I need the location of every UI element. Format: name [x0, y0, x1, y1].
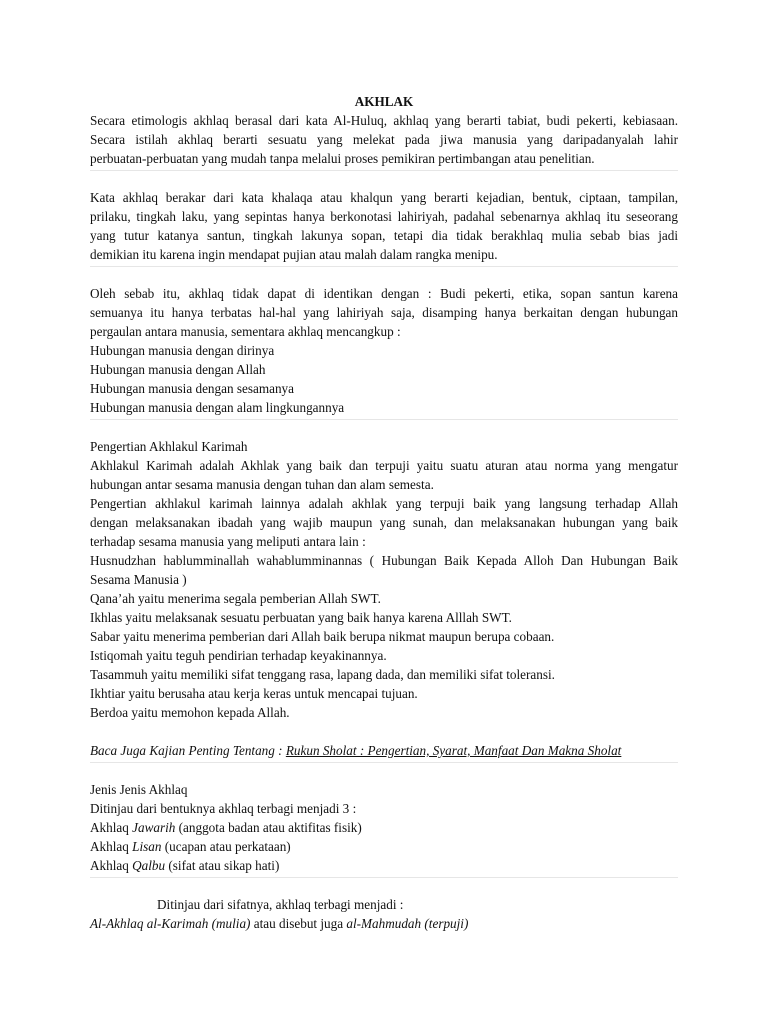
text-line: prilaku, tingkah laku, yang sepintas hanya berkonotasi lahiriyah, padahal sebenarnya akhlaq itu seseorang [90, 209, 678, 224]
list-item: Hubungan manusia dengan Allah [90, 362, 266, 377]
list-item: Qana’ah yaitu menerima segala pemberian Allah SWT. [90, 591, 381, 606]
list-item: Akhlaq Lisan (ucapan atau perkataan) [90, 839, 291, 854]
list-item: Hubungan manusia dengan alam lingkungannya [90, 400, 345, 415]
read-also-link[interactable]: Rukun Sholat : Pengertian, Syarat, Manfaat Dan Makna Sholat [285, 743, 622, 758]
list-item: Akhlaq Jawarih (anggota badan atau aktifitas fisik) [90, 820, 362, 835]
section-akhlakul-karimah [90, 437, 678, 722]
text-line: terhadap sesama manusia yang meliputi antara lain : [90, 534, 366, 549]
divider [90, 877, 678, 878]
text-line: Akhlakul Karimah adalah Akhlak yang baik dan terpuji yaitu suatu aturan atau norma yang mengatur [90, 458, 678, 473]
list-item: Hubungan manusia dengan dirinya [90, 343, 275, 358]
divider [90, 266, 678, 267]
text-line: Kata akhlaq berakar dari kata khalaqa atau khalqun yang berarti kejadian, bentuk, ciptaan, tampilan, [90, 190, 678, 205]
text-line: perbuatan-perbuatan yang mudah tanpa melalui proses pemikiran pertimbangan atau penelitian. [90, 151, 595, 166]
section-types [90, 780, 678, 875]
divider [90, 762, 678, 763]
section-by-nature [90, 895, 678, 933]
text-line: Secara istilah akhlaq berarti sesuatu yang melekat pada jiwa manusia yang daripadanyalah lahir [90, 132, 678, 147]
list-item: Berdoa yaitu memohon kepada Allah. [90, 705, 290, 720]
list-item: Ikhtiar yaitu berusaha atau kerja keras untuk mencapai tujuan. [90, 686, 418, 701]
text-line: Husnudzhan hablumminallah wahablumminannas ( Hubungan Baik Kepada Alloh Dan Hubungan Baik [90, 553, 678, 568]
read-also-prefix: Baca Juga Kajian Penting Tentang : [90, 743, 286, 758]
spacer [90, 722, 678, 741]
section-heading: Pengertian Akhlakul Karimah [90, 439, 248, 454]
text-line: Secara etimologis akhlaq berasal dari kata Al-Huluq, akhlaq yang berarti tabiat, budi pekerti, kebiasaan. [90, 113, 678, 128]
section-heading: Jenis Jenis Akhlaq [90, 782, 188, 797]
read-also-line [90, 741, 678, 760]
list-item: Akhlaq Qalbu (sifat atau sikap hati) [90, 858, 280, 873]
list-item: Istiqomah yaitu teguh pendirian terhadap keyakinannya. [90, 648, 387, 663]
list-item: Sabar yaitu menerima pemberian dari Allah baik berupa nikmat maupun berupa cobaan. [90, 629, 555, 644]
paragraph-scope [90, 284, 678, 417]
text-line: Sesama Manusia ) [90, 572, 187, 587]
text-line: Pengertian akhlakul karimah lainnya adalah akhlak yang terpuji baik yang langsung terhadap Allah [90, 496, 678, 511]
text-line: Oleh sebab itu, akhlaq tidak dapat di identikan dengan : Budi pekerti, etika, sopan santun karena [90, 286, 678, 301]
text-line: Al-Akhlaq al-Karimah (mulia) atau disebut juga al-Mahmudah (terpuji) [90, 916, 469, 931]
text-line: pergaulan antara manusia, sementara akhlaq mencangkup : [90, 324, 401, 339]
text-line: yang tutur katanya santun, tingkah lakunya sopan, tetapi dia tidak berakhlaq mulia sebab bias jadi [90, 228, 678, 243]
text-line: Ditinjau dari sifatnya, akhlaq terbagi menjadi : [157, 897, 404, 912]
text-line: demikian itu karena ingin mendapat pujian atau malah dalam rangka menipu. [90, 247, 498, 262]
document-title: AKHLAK [354, 94, 414, 109]
list-item: Ikhlas yaitu melaksanak sesuatu perbuatan yang baik hanya karena Alllah SWT. [90, 610, 512, 625]
text-line: semuanya itu hanya terbatas hal-hal yang lahiriyah saja, disamping hanya berkaitan dengan hubungan [90, 305, 678, 320]
divider [90, 170, 678, 171]
paragraph-etymology [90, 111, 678, 168]
document-body [90, 92, 678, 933]
divider [90, 419, 678, 420]
text-line: dengan melaksanakan ibadah yang wajib maupun yang sunah, dan melaksanakan hubungan yang baik [90, 515, 678, 530]
list-item: Tasammuh yaitu memiliki sifat tenggang rasa, lapang dada, dan memiliki sifat toleransi. [90, 667, 555, 682]
text-line: hubungan antar sesama manusia dengan tuhan dan alam semesta. [90, 477, 434, 492]
list-item: Hubungan manusia dengan sesamanya [90, 381, 294, 396]
paragraph-root-word [90, 188, 678, 264]
text-line: Ditinjau dari bentuknya akhlaq terbagi menjadi 3 : [90, 801, 357, 816]
